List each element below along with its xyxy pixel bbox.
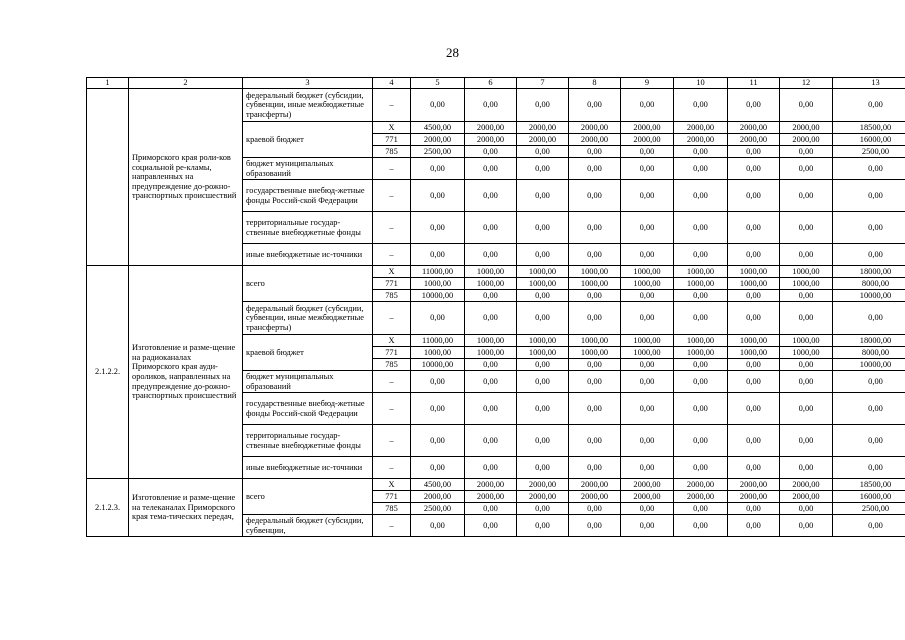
amount-cell: 2000,00	[780, 122, 833, 134]
amount-cell: 1000,00	[411, 347, 465, 359]
amount-cell: 2000,00	[569, 134, 621, 146]
amount-cell: 0,00	[621, 425, 674, 457]
amount-cell: 0,00	[728, 212, 780, 244]
column-header: 2	[129, 78, 243, 89]
table-row	[87, 479, 905, 491]
amount-cell: 0,00	[728, 359, 780, 371]
funding-source: краевой бюджет	[243, 335, 373, 371]
column-header: 12	[780, 78, 833, 89]
amount-cell: 0,00	[780, 212, 833, 244]
amount-cell: 0,00	[674, 359, 728, 371]
amount-cell: 0,00	[674, 302, 728, 335]
amount-cell: 0,00	[465, 158, 517, 180]
amount-cell: 0,00	[780, 425, 833, 457]
table-row	[87, 89, 905, 122]
amount-cell: 0,00	[465, 146, 517, 158]
budget-code: 785	[373, 290, 411, 302]
amount-cell: 0,00	[517, 515, 569, 537]
funding-source: территориальные государ-ственные внебюджетные фонды	[243, 425, 373, 457]
budget-code: 785	[373, 146, 411, 158]
amount-cell: 0,00	[780, 244, 833, 266]
amount-cell: 0,00	[674, 180, 728, 212]
amount-cell: 0,00	[465, 371, 517, 393]
amount-cell: 2500,00	[833, 503, 905, 515]
funding-source: федеральный бюджет (субсидии, субвенции, иные межбюджетные трансферты)	[243, 89, 373, 122]
amount-cell: 0,00	[833, 180, 905, 212]
amount-cell: 0,00	[674, 212, 728, 244]
amount-cell: 2000,00	[728, 134, 780, 146]
budget-code: X	[373, 266, 411, 278]
amount-cell: 0,00	[674, 89, 728, 122]
amount-cell: 0,00	[465, 89, 517, 122]
amount-cell: 0,00	[411, 244, 465, 266]
amount-cell: 0,00	[517, 290, 569, 302]
column-header: 13	[833, 78, 905, 89]
budget-code: 785	[373, 503, 411, 515]
amount-cell: 0,00	[569, 503, 621, 515]
funding-source: всего	[243, 479, 373, 515]
amount-cell: 0,00	[833, 89, 905, 122]
amount-cell: 0,00	[780, 89, 833, 122]
amount-cell: 1000,00	[728, 347, 780, 359]
amount-cell: 0,00	[621, 503, 674, 515]
amount-cell: 0,00	[674, 503, 728, 515]
budget-code: X	[373, 335, 411, 347]
column-header: 3	[243, 78, 373, 89]
amount-cell: 2000,00	[621, 479, 674, 491]
amount-cell: 0,00	[621, 146, 674, 158]
amount-cell: 0,00	[517, 158, 569, 180]
amount-cell: 1000,00	[674, 347, 728, 359]
amount-cell: 0,00	[569, 89, 621, 122]
amount-cell: 0,00	[674, 457, 728, 479]
amount-cell: 0,00	[465, 393, 517, 425]
budget-code: –	[373, 212, 411, 244]
amount-cell: 2000,00	[569, 122, 621, 134]
amount-cell: 2000,00	[411, 134, 465, 146]
budget-code: 771	[373, 278, 411, 290]
budget-code: –	[373, 158, 411, 180]
amount-cell: 11000,00	[411, 266, 465, 278]
item-name: Приморского края роли-ков социальной ре-кламы, направленных на предупреждение до-рожно-транспортных происшествий	[129, 89, 243, 266]
amount-cell: 0,00	[411, 393, 465, 425]
amount-cell: 0,00	[780, 158, 833, 180]
amount-cell: 0,00	[728, 180, 780, 212]
amount-cell: 8000,00	[833, 347, 905, 359]
column-header: 8	[569, 78, 621, 89]
amount-cell: 0,00	[780, 457, 833, 479]
amount-cell: 0,00	[411, 371, 465, 393]
amount-cell: 1000,00	[465, 266, 517, 278]
column-header: 4	[373, 78, 411, 89]
funding-source: государственные внебюд-жетные фонды Россий-ской Федерации	[243, 393, 373, 425]
budget-code: –	[373, 425, 411, 457]
amount-cell: 16000,00	[833, 134, 905, 146]
amount-cell: 1000,00	[674, 278, 728, 290]
amount-cell: 0,00	[728, 302, 780, 335]
amount-cell: 0,00	[728, 503, 780, 515]
amount-cell: 0,00	[569, 158, 621, 180]
amount-cell: 0,00	[517, 359, 569, 371]
amount-cell: 0,00	[517, 425, 569, 457]
amount-cell: 2000,00	[517, 479, 569, 491]
amount-cell: 2000,00	[465, 134, 517, 146]
amount-cell: 0,00	[621, 290, 674, 302]
amount-cell: 1000,00	[465, 335, 517, 347]
column-header: 7	[517, 78, 569, 89]
amount-cell: 0,00	[517, 371, 569, 393]
amount-cell: 0,00	[728, 89, 780, 122]
amount-cell: 1000,00	[621, 278, 674, 290]
item-code	[87, 89, 129, 266]
amount-cell: 0,00	[728, 393, 780, 425]
amount-cell: 2000,00	[517, 134, 569, 146]
amount-cell: 0,00	[569, 180, 621, 212]
amount-cell: 0,00	[674, 244, 728, 266]
funding-source: федеральный бюджет (субсидии, субвенции,	[243, 515, 373, 537]
amount-cell: 1000,00	[728, 335, 780, 347]
amount-cell: 2000,00	[569, 491, 621, 503]
amount-cell: 0,00	[465, 302, 517, 335]
amount-cell: 0,00	[411, 89, 465, 122]
funding-source: иные внебюджетные ис-точники	[243, 457, 373, 479]
amount-cell: 0,00	[728, 290, 780, 302]
column-header: 10	[674, 78, 728, 89]
amount-cell: 0,00	[465, 515, 517, 537]
amount-cell: 0,00	[621, 244, 674, 266]
amount-cell: 0,00	[833, 244, 905, 266]
amount-cell: 18500,00	[833, 479, 905, 491]
header-row	[87, 78, 905, 89]
amount-cell: 0,00	[674, 371, 728, 393]
amount-cell: 2000,00	[465, 122, 517, 134]
amount-cell: 1000,00	[517, 347, 569, 359]
amount-cell: 0,00	[569, 425, 621, 457]
table-row	[87, 266, 905, 278]
amount-cell: 1000,00	[780, 347, 833, 359]
amount-cell: 16000,00	[833, 491, 905, 503]
funding-source: иные внебюджетные ис-точники	[243, 244, 373, 266]
amount-cell: 0,00	[621, 515, 674, 537]
amount-cell: 0,00	[465, 180, 517, 212]
amount-cell: 0,00	[411, 180, 465, 212]
amount-cell: 2000,00	[517, 491, 569, 503]
amount-cell: 2000,00	[621, 491, 674, 503]
amount-cell: 1000,00	[780, 335, 833, 347]
amount-cell: 1000,00	[621, 335, 674, 347]
amount-cell: 0,00	[411, 425, 465, 457]
amount-cell: 0,00	[465, 457, 517, 479]
amount-cell: 0,00	[674, 146, 728, 158]
amount-cell: 2000,00	[780, 134, 833, 146]
amount-cell: 0,00	[833, 515, 905, 537]
amount-cell: 0,00	[728, 371, 780, 393]
amount-cell: 2000,00	[728, 122, 780, 134]
amount-cell: 2000,00	[674, 479, 728, 491]
amount-cell: 0,00	[517, 302, 569, 335]
amount-cell: 0,00	[621, 212, 674, 244]
amount-cell: 2000,00	[465, 491, 517, 503]
amount-cell: 0,00	[674, 158, 728, 180]
budget-code: X	[373, 122, 411, 134]
amount-cell: 1000,00	[674, 266, 728, 278]
amount-cell: 0,00	[833, 158, 905, 180]
amount-cell: 0,00	[674, 393, 728, 425]
amount-cell: 2000,00	[780, 479, 833, 491]
amount-cell: 18000,00	[833, 335, 905, 347]
amount-cell: 0,00	[465, 290, 517, 302]
item-code: 2.1.2.3.	[87, 479, 129, 537]
amount-cell: 0,00	[728, 158, 780, 180]
amount-cell: 2000,00	[674, 122, 728, 134]
amount-cell: 0,00	[621, 180, 674, 212]
budget-code: –	[373, 515, 411, 537]
amount-cell: 8000,00	[833, 278, 905, 290]
item-name: Изготовление и разме-щение на телеканалах Приморского края тема-тических передач,	[129, 479, 243, 537]
amount-cell: 2000,00	[674, 491, 728, 503]
amount-cell: 1000,00	[728, 278, 780, 290]
amount-cell: 0,00	[621, 302, 674, 335]
amount-cell: 10000,00	[411, 359, 465, 371]
amount-cell: 2000,00	[411, 491, 465, 503]
amount-cell: 0,00	[833, 371, 905, 393]
amount-cell: 0,00	[569, 371, 621, 393]
amount-cell: 2000,00	[517, 122, 569, 134]
amount-cell: 0,00	[728, 457, 780, 479]
amount-cell: 11000,00	[411, 335, 465, 347]
funding-source: всего	[243, 266, 373, 302]
amount-cell: 10000,00	[833, 359, 905, 371]
budget-code: –	[373, 393, 411, 425]
amount-cell: 0,00	[411, 158, 465, 180]
amount-cell: 18000,00	[833, 266, 905, 278]
column-header: 9	[621, 78, 674, 89]
amount-cell: 2000,00	[465, 479, 517, 491]
amount-cell: 0,00	[780, 290, 833, 302]
column-header: 11	[728, 78, 780, 89]
amount-cell: 2000,00	[621, 122, 674, 134]
amount-cell: 1000,00	[728, 266, 780, 278]
amount-cell: 0,00	[517, 244, 569, 266]
amount-cell: 2000,00	[569, 479, 621, 491]
amount-cell: 0,00	[780, 371, 833, 393]
amount-cell: 0,00	[465, 425, 517, 457]
funding-source: краевой бюджет	[243, 122, 373, 158]
amount-cell: 0,00	[465, 359, 517, 371]
amount-cell: 0,00	[780, 503, 833, 515]
funding-source: бюджет муниципальных образований	[243, 158, 373, 180]
amount-cell: 1000,00	[569, 278, 621, 290]
amount-cell: 0,00	[517, 503, 569, 515]
amount-cell: 0,00	[411, 457, 465, 479]
amount-cell: 0,00	[674, 425, 728, 457]
amount-cell: 0,00	[728, 425, 780, 457]
amount-cell: 1000,00	[517, 266, 569, 278]
amount-cell: 0,00	[517, 89, 569, 122]
amount-cell: 1000,00	[569, 347, 621, 359]
amount-cell: 0,00	[465, 503, 517, 515]
amount-cell: 0,00	[621, 393, 674, 425]
budget-code: 785	[373, 359, 411, 371]
amount-cell: 0,00	[621, 371, 674, 393]
amount-cell: 0,00	[569, 212, 621, 244]
amount-cell: 0,00	[411, 302, 465, 335]
amount-cell: 10000,00	[411, 290, 465, 302]
column-header: 1	[87, 78, 129, 89]
budget-code: 771	[373, 491, 411, 503]
amount-cell: 0,00	[780, 515, 833, 537]
amount-cell: 10000,00	[833, 290, 905, 302]
amount-cell: 0,00	[833, 302, 905, 335]
amount-cell: 0,00	[780, 146, 833, 158]
amount-cell: 0,00	[411, 515, 465, 537]
funding-source: территориальные государ-ственные внебюджетные фонды	[243, 212, 373, 244]
page-number: 28	[446, 45, 459, 60]
funding-source: государственные внебюд-жетные фонды Россий-ской Федерации	[243, 180, 373, 212]
budget-table-body	[87, 78, 905, 537]
amount-cell: 0,00	[569, 359, 621, 371]
budget-code: –	[373, 302, 411, 335]
amount-cell: 2000,00	[728, 479, 780, 491]
amount-cell: 0,00	[728, 244, 780, 266]
amount-cell: 0,00	[728, 515, 780, 537]
amount-cell: 2500,00	[411, 503, 465, 515]
amount-cell: 2000,00	[728, 491, 780, 503]
amount-cell: 0,00	[569, 515, 621, 537]
amount-cell: 1000,00	[621, 347, 674, 359]
column-header: 6	[465, 78, 517, 89]
budget-code: –	[373, 180, 411, 212]
amount-cell: 0,00	[517, 457, 569, 479]
amount-cell: 0,00	[674, 290, 728, 302]
amount-cell: 0,00	[833, 393, 905, 425]
budget-code: 771	[373, 347, 411, 359]
amount-cell: 0,00	[621, 89, 674, 122]
item-code: 2.1.2.2.	[87, 266, 129, 479]
amount-cell: 0,00	[621, 359, 674, 371]
amount-cell: 0,00	[569, 393, 621, 425]
amount-cell: 2000,00	[621, 134, 674, 146]
budget-code: X	[373, 479, 411, 491]
budget-code: 771	[373, 134, 411, 146]
amount-cell: 1000,00	[465, 347, 517, 359]
budget-code: –	[373, 244, 411, 266]
amount-cell: 0,00	[569, 302, 621, 335]
amount-cell: 4500,00	[411, 479, 465, 491]
amount-cell: 2500,00	[411, 146, 465, 158]
amount-cell: 0,00	[621, 158, 674, 180]
amount-cell: 1000,00	[517, 335, 569, 347]
budget-code: –	[373, 371, 411, 393]
amount-cell: 0,00	[517, 393, 569, 425]
amount-cell: 2000,00	[780, 491, 833, 503]
amount-cell: 0,00	[569, 457, 621, 479]
budget-code: –	[373, 89, 411, 122]
amount-cell: 1000,00	[569, 266, 621, 278]
amount-cell: 18500,00	[833, 122, 905, 134]
amount-cell: 4500,00	[411, 122, 465, 134]
amount-cell: 0,00	[728, 146, 780, 158]
amount-cell: 0,00	[780, 180, 833, 212]
amount-cell: 2500,00	[833, 146, 905, 158]
amount-cell: 1000,00	[517, 278, 569, 290]
funding-source: федеральный бюджет (субсидии, субвенции, иные межбюджетные трансферты)	[243, 302, 373, 335]
amount-cell: 0,00	[517, 180, 569, 212]
amount-cell: 1000,00	[674, 335, 728, 347]
funding-source: бюджет муниципальных образований	[243, 371, 373, 393]
amount-cell: 1000,00	[465, 278, 517, 290]
amount-cell: 0,00	[465, 244, 517, 266]
amount-cell: 0,00	[833, 212, 905, 244]
budget-table	[86, 77, 905, 537]
budget-code: –	[373, 457, 411, 479]
amount-cell: 0,00	[411, 212, 465, 244]
amount-cell: 0,00	[780, 393, 833, 425]
amount-cell: 0,00	[833, 457, 905, 479]
amount-cell: 0,00	[569, 244, 621, 266]
amount-cell: 0,00	[833, 425, 905, 457]
amount-cell: 1000,00	[780, 266, 833, 278]
amount-cell: 0,00	[569, 290, 621, 302]
item-name: Изготовление и разме-щение на радиоканалах Приморского края ауди-ороликов, направленных на предупреждение до-рожно-транспортных происшествий	[129, 266, 243, 479]
column-header: 5	[411, 78, 465, 89]
amount-cell: 0,00	[780, 302, 833, 335]
amount-cell: 0,00	[569, 146, 621, 158]
amount-cell: 2000,00	[674, 134, 728, 146]
amount-cell: 1000,00	[780, 278, 833, 290]
amount-cell: 0,00	[674, 515, 728, 537]
amount-cell: 0,00	[621, 457, 674, 479]
amount-cell: 0,00	[465, 212, 517, 244]
amount-cell: 1000,00	[411, 278, 465, 290]
amount-cell: 1000,00	[621, 266, 674, 278]
amount-cell: 0,00	[517, 146, 569, 158]
amount-cell: 1000,00	[569, 335, 621, 347]
amount-cell: 0,00	[780, 359, 833, 371]
amount-cell: 0,00	[517, 212, 569, 244]
